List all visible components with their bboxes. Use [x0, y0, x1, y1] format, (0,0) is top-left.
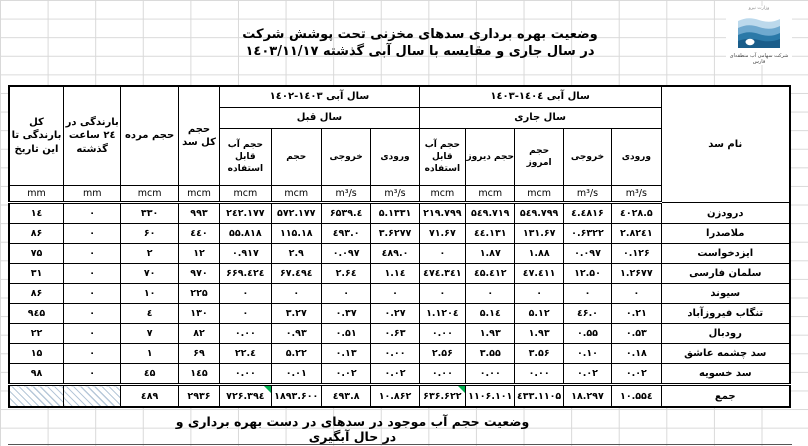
cell-c_usable[interactable]: ۰ [419, 284, 465, 304]
header-current-outflow[interactable]: خروجی [563, 129, 611, 186]
cell-c_yest[interactable]: ۱۳۱.٤٤ [466, 224, 515, 244]
water-waves-logo-icon [738, 12, 780, 48]
cell-name[interactable]: رودبال [661, 324, 790, 344]
cell-r24[interactable]: ۰ [64, 364, 121, 385]
table-row [9, 364, 790, 385]
cell-p_in[interactable]: ۰.۲۷ [371, 304, 419, 324]
cell-c_usable[interactable]: ۱.۱۲۰٤ [419, 304, 465, 324]
cell-p_usable[interactable]: ٤۲٤.۶۶۹ [220, 264, 271, 284]
cell-c_usable[interactable]: ۷۱.۶۷ [419, 224, 465, 244]
cell-c_in[interactable]: ۰.۵۳ [612, 324, 661, 344]
unit-previous-inflow[interactable]: m³/s [371, 186, 419, 203]
cell-p_usable[interactable]: ۰ [220, 304, 271, 324]
next-table-top-border [8, 444, 792, 445]
total-cell-p_vol[interactable]: ۱۸۹۳.۶۰۰ [271, 385, 321, 408]
unit-current-outflow[interactable]: m³/s [563, 186, 611, 203]
cell-c_yest[interactable]: ۱.۹۳ [466, 324, 515, 344]
cell-c_yest[interactable]: ۰ [466, 284, 515, 304]
cell-p_out[interactable]: ۰ [321, 284, 370, 304]
cell-p_usable[interactable]: ۵۵.۸۱۸ [220, 224, 271, 244]
cell-p_vol[interactable]: ۰ [271, 284, 321, 304]
cell-c_out[interactable]: ۰.۰۲ [563, 364, 611, 385]
cell-p_usable[interactable]: ۰.۰۰ [220, 364, 271, 385]
cell-p_vol[interactable]: ۳.۲۷ [271, 304, 321, 324]
cell-p_out[interactable]: ۰.۵۱ [321, 324, 370, 344]
cell-c_today[interactable]: ٤۱۱.٤۷ [515, 264, 563, 284]
unit-previous-outflow[interactable]: m³/s [321, 186, 370, 203]
header-total-capacity[interactable]: حجم کل سد [178, 86, 219, 186]
total-cell-rtot[interactable] [9, 385, 64, 408]
cell-c_in[interactable]: ۲.۸۲٤۱ [612, 224, 661, 244]
table-row [9, 284, 790, 304]
unit-rain-total[interactable]: mm [9, 186, 64, 203]
total-row [9, 385, 790, 408]
cell-name[interactable]: ملاصدرا [661, 224, 790, 244]
total-cell-p_in[interactable]: ۱۰.۸۶۲ [371, 385, 419, 408]
cell-rtot[interactable]: ۸۶ [9, 224, 64, 244]
cell-c_today[interactable]: ۱.۸۸ [515, 244, 563, 264]
cell-c_usable[interactable]: ۰ [419, 244, 465, 264]
cell-cap[interactable]: ۶۹ [178, 344, 219, 364]
cell-dead[interactable]: ٤ [121, 304, 178, 324]
dams-operation-table [8, 85, 791, 408]
cell-c_yest[interactable]: ۱.۸۷ [466, 244, 515, 264]
cell-cap[interactable]: ۱۲ [178, 244, 219, 264]
cell-rtot[interactable]: ۹٤۵ [9, 304, 64, 324]
cell-c_in[interactable]: ۱.۲۶۷۷ [612, 264, 661, 284]
cell-cap[interactable]: ۱۳۰ [178, 304, 219, 324]
cell-name[interactable]: سلمان فارسی [661, 264, 790, 284]
cell-r24[interactable]: ۰ [64, 304, 121, 324]
cell-p_usable[interactable]: ۲٤۲.۱۷۷ [220, 203, 271, 224]
header-dead-volume[interactable]: حجم مرده [121, 86, 178, 186]
header-previous-water-year[interactable]: سال آبی ‎۱٤۰۲-۱٤۰۳ [220, 86, 420, 108]
cell-rtot[interactable]: ۹۸ [9, 364, 64, 385]
table-row [9, 344, 790, 364]
cell-name[interactable]: سیوند [661, 284, 790, 304]
header-dam-name[interactable]: نام سد [661, 86, 790, 203]
cell-c_out[interactable]: ۰.٤۶ [563, 304, 611, 324]
unit-previous-volume[interactable]: mcm [271, 186, 321, 203]
logo-bottom-text: شرکت سهامی آب منطقه‌ای فارس [729, 52, 789, 65]
header-rain-24h[interactable]: بارندگی در ۲٤ ساعت گذشته [64, 86, 121, 186]
cell-name[interactable]: تنگاب فیروزآباد [661, 304, 790, 324]
total-cell-cap[interactable]: ۲۹۳۶ [178, 385, 219, 408]
cell-cap[interactable]: ۹۷۰ [178, 264, 219, 284]
header-rain-total[interactable]: کل بارندگی تا این تاریخ [9, 86, 64, 186]
cell-cap[interactable]: ۹۹۳ [178, 203, 219, 224]
cell-p_vol[interactable]: ٤۹٤.۶۷ [271, 264, 321, 284]
cell-c_in[interactable]: ۰ [612, 284, 661, 304]
cell-r24[interactable]: ۰ [64, 344, 121, 364]
unit-previous-usable[interactable]: mcm [220, 186, 271, 203]
total-cell-name[interactable]: جمع [661, 385, 790, 408]
cell-p_usable[interactable]: ٤.۲۲ [220, 344, 271, 364]
cell-p_out[interactable]: ۰.۱۳ [321, 344, 370, 364]
cell-name[interactable]: ایزدخواست [661, 244, 790, 264]
cell-rtot[interactable]: ۱۵ [9, 344, 64, 364]
cell-c_today[interactable]: ۰.۰۰ [515, 364, 563, 385]
total-cell-r24[interactable] [64, 385, 121, 408]
cell-c_in[interactable]: ۰.۱۸ [612, 344, 661, 364]
group-header-row [9, 86, 790, 108]
logo-top-text: وزارت نیرو [748, 6, 770, 11]
cell-p_vol[interactable]: ۵.۲۲ [271, 344, 321, 364]
total-cell-p_usable[interactable]: ۷۲۶.۳۹٤ [220, 385, 271, 408]
unit-current-inflow[interactable]: m³/s [612, 186, 661, 203]
cell-p_vol[interactable]: ۰.۰۱ [271, 364, 321, 385]
cell-p_in[interactable]: ۰ [371, 284, 419, 304]
cell-dead[interactable]: ۶۰ [121, 224, 178, 244]
cell-cap[interactable]: ۸۲ [178, 324, 219, 344]
cell-p_vol[interactable]: ۰.۹۳ [271, 324, 321, 344]
header-volume-yesterday[interactable]: حجم دیروز [466, 129, 515, 186]
cell-c_usable[interactable]: ۰.۰۰ [419, 364, 465, 385]
table-row [9, 203, 790, 224]
total-cell-c_in[interactable]: ۱۰.۵۵٤ [612, 385, 661, 408]
cell-c_usable[interactable]: ۳٤۱.٤۷٤ [419, 264, 465, 284]
total-cell-p_out[interactable]: ۸.٤۹۳ [321, 385, 370, 408]
cell-c_yest[interactable]: ٤۱۲.٤۵ [466, 264, 515, 284]
company-logo [726, 6, 792, 65]
cell-p_out[interactable]: ٤.۶۵۳۹ [321, 203, 370, 224]
cell-dead[interactable]: ۷۰ [121, 264, 178, 284]
cell-rtot[interactable]: ۲۲ [9, 324, 64, 344]
cell-c_out[interactable]: ۰.۶۳۲۲ [563, 224, 611, 244]
comment-indicator [458, 386, 465, 393]
cell-c_usable[interactable]: ۲۱۹.۷۹۹ [419, 203, 465, 224]
header-volume-today[interactable]: حجم امروز [515, 129, 563, 186]
header-previous-volume[interactable]: حجم [271, 129, 321, 186]
cell-c_out[interactable]: ۰.۵۵ [563, 324, 611, 344]
table-row [9, 224, 790, 244]
table-row [9, 304, 790, 324]
cell-c_yest[interactable]: ۵٤۹.۷۱۹ [466, 203, 515, 224]
cell-c_today[interactable]: ۳.۵۶ [515, 344, 563, 364]
cell-rtot[interactable]: ۱٤ [9, 203, 64, 224]
cell-p_usable[interactable]: ۰ [220, 284, 271, 304]
total-cell-c_today[interactable]: ۱۱۰۵.٤۳۳ [515, 385, 563, 408]
cell-rtot[interactable]: ۳۱ [9, 264, 64, 284]
cell-c_out[interactable]: ٤.٤۸۱۶ [563, 203, 611, 224]
table-row [9, 244, 790, 264]
header-current-water-year[interactable]: سال آبی ‎۱٤۰۳-۱٤۰٤ [419, 86, 661, 108]
header-current-usable-volume[interactable]: حجم آب قابل استفاده [419, 129, 465, 186]
cell-c_in[interactable]: ۰.۱۲۶ [612, 244, 661, 264]
unit-rain-24h[interactable]: mm [64, 186, 121, 203]
cell-p_in[interactable]: ۵.۱۳۳۱ [371, 203, 419, 224]
cell-name[interactable]: درودزن [661, 203, 790, 224]
cell-p_in[interactable]: ۱.۱٤ [371, 264, 419, 284]
cell-dead[interactable]: ۷ [121, 324, 178, 344]
cell-p_in[interactable]: ۰.۶۳ [371, 324, 419, 344]
cell-c_today[interactable]: ۱۳۱.۶۷ [515, 224, 563, 244]
cell-c_today[interactable]: ۰ [515, 284, 563, 304]
cell-dead[interactable]: ۳۳۰ [121, 203, 178, 224]
cell-r24[interactable]: ۰ [64, 264, 121, 284]
unit-volume-yesterday[interactable]: mcm [466, 186, 515, 203]
cell-c_in[interactable]: ۵.٤۰۲۸ [612, 203, 661, 224]
cell-c_usable[interactable]: ۰.۰۰ [419, 324, 465, 344]
cell-p_usable[interactable]: ۰.۰۰ [220, 324, 271, 344]
cell-c_in[interactable]: ۰.۰۲ [612, 364, 661, 385]
cell-c_out[interactable]: ۱۲.۵۰ [563, 264, 611, 284]
cell-p_in[interactable]: ۳.۶۲۷۷ [371, 224, 419, 244]
header-previous-year-label[interactable]: سال قبل [220, 108, 420, 129]
cell-p_out[interactable]: ۰.٤۹۳ [321, 224, 370, 244]
unit-total-capacity[interactable]: mcm [178, 186, 219, 203]
cell-dead[interactable]: ٤۵ [121, 364, 178, 385]
cell-p_vol[interactable]: ۵۷۲.۱۷۷ [271, 203, 321, 224]
cell-p_in[interactable]: ۰.۰۲ [371, 364, 419, 385]
unit-current-usable[interactable]: mcm [419, 186, 465, 203]
header-previous-usable-volume[interactable]: حجم آب قابل استفاده [220, 129, 271, 186]
total-cell-c_yest[interactable]: ۱۱۰۶.۱۰۱ [466, 385, 515, 408]
report-title: وضعیت بهره برداری سدهای مخزنی تحت پوشش شرکت در سال جاری و مقایسه با سال آبی گذشته ۱٤۰۳/۱۱/۱۷ [242, 27, 598, 59]
total-cell-c_usable[interactable]: ۶۳۶.۶۲۲ [419, 385, 465, 408]
cell-c_out[interactable]: ۰ [563, 284, 611, 304]
cell-name[interactable]: سد چشمه عاشق [661, 344, 790, 364]
cell-p_out[interactable]: ۰.۰۲ [321, 364, 370, 385]
cell-cap[interactable]: ۲۲۵ [178, 284, 219, 304]
cell-p_in[interactable]: ۰.۰۰ [371, 344, 419, 364]
cell-cap[interactable]: ۱٤۵ [178, 364, 219, 385]
cell-c_yest[interactable]: ۳.۵۵ [466, 344, 515, 364]
cell-name[interactable]: سد خسویه [661, 364, 790, 385]
cell-r24[interactable]: ۰ [64, 324, 121, 344]
comment-indicator [264, 386, 271, 393]
header-current-year-label[interactable]: سال جاری [419, 108, 661, 129]
table-row [9, 264, 790, 284]
cell-c_yest[interactable]: ۰.۰۰ [466, 364, 515, 385]
cell-dead[interactable]: ۱۰ [121, 284, 178, 304]
cell-p_in[interactable]: ۰.٤۸۹ [371, 244, 419, 264]
unit-volume-today[interactable]: mcm [515, 186, 563, 203]
header-current-inflow[interactable]: ورودی [612, 129, 661, 186]
header-previous-outflow[interactable]: خروجی [321, 129, 370, 186]
cell-r24[interactable]: ۰ [64, 284, 121, 304]
total-cell-c_out[interactable]: ۱۸.۲۹۷ [563, 385, 611, 408]
cell-p_vol[interactable]: ۲.۹ [271, 244, 321, 264]
table-row [9, 324, 790, 344]
cell-rtot[interactable]: ۸۶ [9, 284, 64, 304]
cell-p_usable[interactable]: ۰.۹۱۷ [220, 244, 271, 264]
cell-r24[interactable]: ۰ [64, 244, 121, 264]
cell-r24[interactable]: ۰ [64, 203, 121, 224]
cell-r24[interactable]: ۰ [64, 224, 121, 244]
cell-rtot[interactable]: ۷۵ [9, 244, 64, 264]
cell-c_today[interactable]: ۱.۹۳ [515, 324, 563, 344]
cell-c_usable[interactable]: ۲.۵۶ [419, 344, 465, 364]
next-section-title: وضعیت حجم آب موجود در سدهای در دست بهره برداری و در حال آبگیری [175, 414, 530, 444]
header-previous-inflow[interactable]: ورودی [371, 129, 419, 186]
cell-cap[interactable]: ٤٤۰ [178, 224, 219, 244]
cell-c_yest[interactable]: ۵.۱٤ [466, 304, 515, 324]
total-cell-dead[interactable]: ٤۸۹ [121, 385, 178, 408]
cell-dead[interactable]: ۲ [121, 244, 178, 264]
cell-c_in[interactable]: ۰.۲۱ [612, 304, 661, 324]
cell-dead[interactable]: ۱ [121, 344, 178, 364]
cell-p_vol[interactable]: ۱۱۵.۱۸ [271, 224, 321, 244]
cell-c_today[interactable]: ۵.۱۲ [515, 304, 563, 324]
cell-c_out[interactable]: ۰.۱۰ [563, 344, 611, 364]
cell-p_out[interactable]: ۰.۳۷ [321, 304, 370, 324]
unit-dead-volume[interactable]: mcm [121, 186, 178, 203]
cell-p_out[interactable]: ۰.۰۹۷ [321, 244, 370, 264]
cell-p_out[interactable]: ۲.۶٤ [321, 264, 370, 284]
cell-c_today[interactable]: ۵٤۹.۷۹۹ [515, 203, 563, 224]
cell-c_out[interactable]: ۰.۰۹۷ [563, 244, 611, 264]
